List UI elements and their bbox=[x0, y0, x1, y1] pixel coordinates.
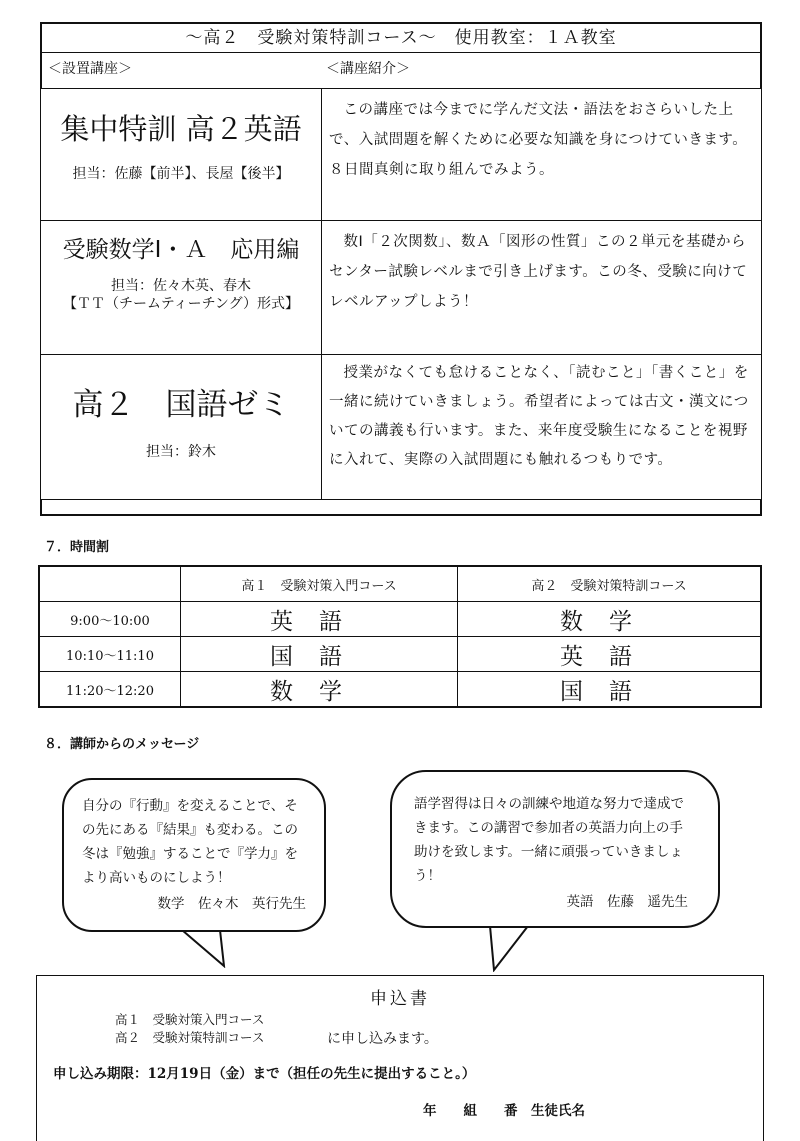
form-option-2: 高２ 受験対策特訓コース bbox=[115, 1030, 265, 1045]
timetable bbox=[38, 565, 762, 708]
timetable-subject: 英語 bbox=[181, 602, 458, 637]
timetable-subject: 数学 bbox=[458, 602, 762, 637]
timetable-time: 10:10～11:10 bbox=[39, 637, 181, 672]
timetable-subject: 国語 bbox=[458, 672, 762, 708]
application-form bbox=[36, 975, 764, 1141]
course-header: ～高２ 受験対策特訓コース～ 使用教室：１Ａ教室 bbox=[42, 24, 760, 53]
course-title: 受験数学Ⅰ・Ａ 応用編 bbox=[62, 237, 300, 263]
course-title: 高２ 国語ゼミ bbox=[72, 387, 290, 423]
message-signature: 数学 佐々木 英行先生 bbox=[157, 896, 306, 912]
col-label-courses: ＜設置講座＞ bbox=[48, 61, 132, 77]
message-bubble-left bbox=[62, 778, 326, 932]
form-name-line: 年 組 番 生徒氏名 bbox=[423, 1103, 585, 1119]
timetable-subject: 国語 bbox=[181, 637, 458, 672]
table-row bbox=[39, 602, 761, 637]
timetable-corner bbox=[39, 566, 181, 602]
timetable-heading: ７．時間割 bbox=[44, 540, 110, 555]
course-teacher: 担当：佐々木英、春木 bbox=[111, 278, 251, 294]
course-teacher: 担当：佐藤【前半】、長屋【後半】 bbox=[72, 166, 290, 182]
form-option-1: 高１ 受験対策入門コース bbox=[115, 1012, 265, 1027]
course-row-english bbox=[40, 88, 762, 226]
course-desc: 数Ⅰ「２次関数」、数Ａ「図形の性質」この２単元を基礎からセンター試験レベルまで引き上げます。この冬、受験に向けてレベルアップしよう！ bbox=[329, 234, 748, 310]
message-signature: 英語 佐藤 遥先生 bbox=[566, 894, 688, 910]
timetable-col-header: 高２ 受験対策特訓コース bbox=[458, 566, 762, 602]
course-teacher-format: 【ＴＴ（チームティーチング）形式】 bbox=[62, 296, 300, 312]
timetable-subject: 数学 bbox=[181, 672, 458, 708]
row-divider bbox=[321, 355, 322, 499]
message-heading: ８．講師からのメッセージ bbox=[44, 737, 200, 752]
course-title: 集中特訓 高２英語 bbox=[60, 112, 302, 146]
timetable-header-row bbox=[39, 566, 761, 602]
form-apply-text: に申し込みます。 bbox=[327, 1031, 438, 1047]
timetable-col-header: 高１ 受験対策入門コース bbox=[181, 566, 458, 602]
course-teacher: 担当：鈴木 bbox=[146, 444, 216, 460]
timetable-time: 9:00～10:00 bbox=[39, 602, 181, 637]
table-row bbox=[39, 637, 761, 672]
message-text: 語学習得は日々の訓練や地道な努力で達成できます。この講習で参加者の英語力向上の手助けを致します。一緒に頑張っていきましょう！ bbox=[414, 796, 684, 884]
row-divider bbox=[321, 89, 322, 225]
course-row-math bbox=[40, 220, 762, 358]
form-title: 申込書 bbox=[370, 989, 430, 1009]
col-label-intro: ＜講座紹介＞ bbox=[326, 61, 410, 77]
speech-bubble-tail bbox=[486, 924, 546, 972]
course-box bbox=[40, 22, 762, 516]
course-desc: この講座では今までに学んだ文法・語法をおさらいした上で、入試問題を解くために必要な知識を身につけていきます。８日間真剣に取り組んでみよう。 bbox=[329, 102, 748, 178]
row-divider bbox=[321, 221, 322, 357]
timetable-time: 11:20～12:20 bbox=[39, 672, 181, 708]
timetable-subject: 英語 bbox=[458, 637, 762, 672]
message-text: 自分の『行動』を変えることで、その先にある『結果』も変わる。この冬は『勉強』することで『学力』をより高いものにしよう！ bbox=[82, 798, 298, 886]
message-bubble-right bbox=[390, 770, 720, 928]
course-desc: 授業がなくても怠けることなく、「読むこと」「書くこと」を一緒に続けていきましょう。希望者によっては古文・漢文についての講義も行います。また、来年度受験生になることを視野に入れて、実際の入試問題にも触れるつもりです。 bbox=[329, 365, 749, 468]
table-row bbox=[39, 672, 761, 708]
speech-bubble-tail bbox=[180, 928, 240, 968]
form-deadline: 申し込み期限：12月19日（金）まで（担任の先生に提出すること。） bbox=[53, 1066, 476, 1082]
course-row-japanese bbox=[40, 354, 762, 500]
